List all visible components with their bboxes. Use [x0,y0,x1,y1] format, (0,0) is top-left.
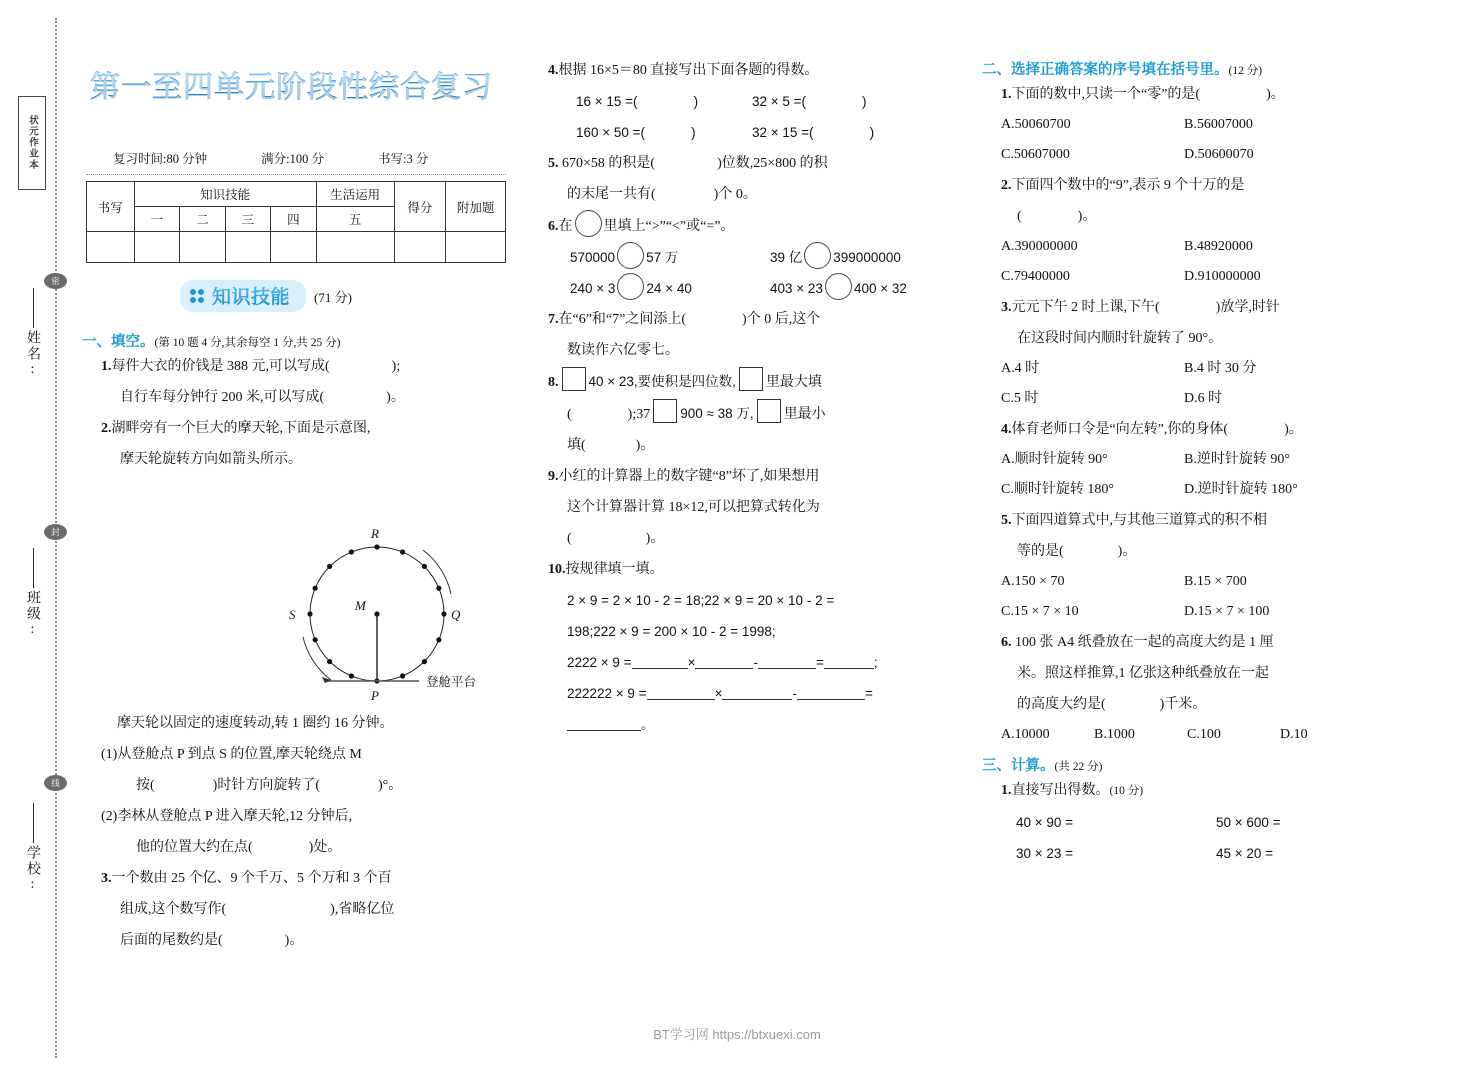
q8-h: )。 [635,438,655,453]
cq5-option-d[interactable]: D.15 × 7 × 100 [1184,604,1270,619]
question-6 [548,210,968,304]
question-3-line-3 [101,925,534,956]
calc1-label-row [982,775,1412,807]
question-2-note [82,708,534,739]
cq1-option-d[interactable]: D.50600070 [1184,147,1254,162]
q5-a: 670×58 的积是( [562,156,656,171]
cq2-stem [982,170,1412,201]
question-10-line-5 [548,678,968,709]
q6-pair-2: 39 亿 399000000 [770,242,946,273]
question-2-line-1 [101,413,534,444]
cq3-text-end: )放学,时针 [1215,300,1280,315]
cq4-text-end: )。 [1284,422,1303,437]
question-9-number: 9. [548,469,559,484]
q10-eq: = [815,655,824,670]
calc1-item-4[interactable]: 45 × 20 = [1216,846,1274,861]
score-group-knowledge: 知识技能 [134,182,316,207]
q9-a: 小红的计算器上的数字键“8”坏了,如果想用 [558,469,820,484]
question-1-text-b: 自行车每分钟行 200 米,可以写成( [120,390,325,405]
question-10-line-4 [548,647,968,678]
cq3-text: 元元下午 2 时上课,下午( [1011,300,1160,315]
question-6-number: 6. [548,219,559,234]
cq4-option-b[interactable]: B.逆时针旋转 90° [1184,452,1290,467]
badge-points: (71 分) [314,289,352,305]
score-sub-4: 四 [271,207,317,232]
question-6-row-2 [548,273,968,304]
score-cell[interactable] [271,232,317,263]
section-1-heading [82,330,534,351]
cq6-option-c[interactable]: C.100 [1187,727,1221,742]
cq2-option-d[interactable]: D.910000000 [1184,269,1261,284]
question-9-line-3 [548,523,968,554]
digit-box-icon[interactable] [757,399,781,423]
score-col-score: 得分 [394,182,446,232]
question-2-sub1-line1: (1)从登舱点 P 到点 S 的位置,摩天轮绕点 M [101,747,362,762]
choice-question-6 [982,627,1412,750]
badge-label: 知识技能 [212,282,290,309]
q8-e: 900 ≈ 38 万, [680,406,754,421]
score-col-shuxie: 书写 [87,182,135,232]
q2-sub1-d: )°。 [378,778,403,793]
compare-circle-icon[interactable] [804,242,831,269]
cq2-text-2-end: )。 [1077,209,1097,224]
question-1-line-2 [101,382,534,413]
q6-lead-a: 在 [558,219,573,234]
q6-pair-1: 570000 57 万 [570,242,770,273]
q10-semi: ; [873,655,878,670]
choice-question-1 [982,79,1412,170]
digit-box-icon[interactable] [562,367,586,391]
clover-icon [190,289,205,303]
question-3-number: 3. [101,871,112,886]
cq6-text-3: 的高度大约是( [1017,697,1106,712]
q6-pair-4: 403 × 23 400 × 32 [770,273,946,304]
answer-blank[interactable] [758,653,816,669]
question-2-sub2-line1: (2)李林从登舱点 P 进入摩天轮,12 分钟后, [101,809,353,824]
score-cell[interactable] [394,232,446,263]
field-name-label: 姓名: [25,330,40,379]
wheel-label-Q: Q [451,607,461,622]
cq3-stem-line2: 在这段时间内顺时针旋转了 90°。 [1017,331,1223,346]
ferris-wheel-diagram [267,522,517,707]
section-2-points: (12 分) [1228,65,1263,77]
score-col-extra: 附加题 [446,182,506,232]
q10-minus-2: - [792,686,797,701]
question-3-line-2 [101,894,534,925]
q6-lead-b: 里填上“>”“<”或“=”。 [603,219,735,234]
cq2-stem-line2 [982,201,1412,232]
question-7 [548,304,968,366]
question-4-text: 根据 16×5＝80 直接写出下面各题的得数。 [558,63,819,78]
question-3-line-1 [101,863,534,894]
question-6-line-1 [548,210,968,242]
question-3-text-c-end: )。 [284,933,304,948]
q10-eq-2: = [864,686,873,701]
question-2 [82,413,534,475]
field-school-label: 学校: [25,845,40,894]
badge-pill [180,280,306,312]
choice-question-2 [982,170,1412,292]
cq1-text: 下面的数中,只读一个“零”的是( [1011,87,1201,102]
question-1 [82,351,534,413]
cq2-number: 2. [1001,178,1012,193]
compare-circle-icon[interactable] [617,242,644,269]
wheel-label-R: R [371,526,379,541]
field-name [22,330,44,379]
q10-mul-2: × [714,686,723,701]
cq5-option-b[interactable]: B.15 × 700 [1184,574,1247,589]
question-10-line-6 [548,709,968,740]
cq6-option-b[interactable]: B.1000 [1094,727,1135,742]
question-2-sub2-line2 [101,832,534,863]
cq2-text: 下面四个数中的“9”,表示 9 个十万的是 [1011,178,1245,193]
cq2-option-b[interactable]: B.48920000 [1184,239,1253,254]
cq4-stem [982,414,1412,445]
knowledge-skills-badge [180,280,352,312]
q10-lead-2: 222222 × 9 = [567,686,647,701]
calc1-row-2 [982,838,1412,869]
cq1-number: 1. [1001,87,1012,102]
score-cell[interactable] [180,232,226,263]
question-1-text-a: 每件大衣的价钱是 388 元,可以写成( [111,359,330,374]
header-dotted-rule [86,174,506,175]
seal-marker-feng: 封 [44,524,67,540]
field-class [22,590,44,639]
digit-box-icon[interactable] [739,367,763,391]
q8-g: 填( [567,438,586,453]
question-4 [548,55,968,148]
calc1-item-1[interactable]: 40 × 90 = [1016,815,1074,830]
answer-blank[interactable] [567,715,641,731]
question-9-line-2: 这个计算器计算 18×12,可以把算式转化为 [567,500,820,515]
cq5-stem-line2 [982,536,1412,567]
seal-marker-mi: 密 [44,273,67,289]
section-2-heading [982,58,1412,79]
cq4-text: 体育老师口令是“向左转”,你的身体( [1011,422,1229,437]
question-2-number: 2. [101,421,112,436]
cq6-stem-line2: 米。照这样推算,1 亿张这种纸叠放在一起 [1017,666,1269,681]
cq2-text-2: ( [1017,209,1022,224]
field-class-label: 班级: [25,590,40,639]
field-school-rule [33,803,34,843]
cq6-option-d[interactable]: D.10 [1280,727,1308,742]
q10-minus: - [753,655,758,670]
cq5-text-2: 等的是( [1017,544,1064,559]
cq6-option-a[interactable]: A.10000 [1001,727,1050,742]
section-3-points: (共 22 分) [1054,761,1103,773]
score-cell[interactable] [446,232,506,263]
question-10-number: 10. [548,562,566,577]
cq4-number: 4. [1001,422,1012,437]
question-1-number: 1. [101,359,112,374]
wheel-label-M: M [355,598,366,613]
section-1-points: (第 10 题 4 分,其余每空 1 分,共 25 分) [154,337,341,349]
meta-writing: 书写:3 分 [377,152,429,166]
cq1-stem [982,79,1412,110]
score-cell[interactable] [225,232,271,263]
q5-d: )个 0。 [713,187,757,202]
q10-a: 按规律填一填。 [565,562,664,577]
q7-a: 在“6”和“7”之间添上( [558,312,687,327]
section-3-title: 三、计算。 [982,758,1055,774]
score-table [86,181,506,263]
cq6-text-3-end: )千米。 [1159,697,1207,712]
meta-full-score: 满分:100 分 [261,152,324,166]
choice-question-4 [982,414,1412,505]
cq5-number: 5. [1001,513,1012,528]
calc1-points: (10 分) [1109,785,1144,797]
brand-label: 状元作业本 [27,115,38,171]
q4-item-3: 160 × 50 =( ) [576,125,696,140]
q2-sub2-c: )处。 [308,840,342,855]
meta-time: 复习时间:80 分钟 [113,152,208,166]
question-7-number: 7. [548,312,559,327]
score-sub-1: 一 [134,207,180,232]
question-7-line-1 [548,304,968,335]
field-class-rule [33,548,34,588]
q2-sub2-b: 他的位置大约在点( [136,840,253,855]
wheel-label-S: S [289,607,296,622]
wheel-label-P: P [371,688,379,703]
cq1-options-row-1 [982,110,1412,140]
cq3-option-d[interactable]: D.6 时 [1184,391,1223,406]
q5-b: )位数,25×800 的积 [717,156,828,171]
question-9 [548,461,968,554]
score-sub-3: 三 [225,207,271,232]
cq5-options-row-2 [982,597,1412,627]
q10-lead-1: 2222 × 9 = [567,655,632,670]
cq3-option-c[interactable]: C.5 时 [1001,391,1039,406]
compare-circle-icon[interactable] [617,273,644,300]
q7-b: )个 0 后,这个 [742,312,821,327]
cq6-stem-line3 [982,689,1412,720]
answer-blank[interactable] [824,653,874,669]
q8-c: ( [567,407,572,422]
q2-sub1-b: 按( [136,778,155,793]
cq1-options-row-2 [982,140,1412,170]
calc1-number: 1. [1001,783,1012,798]
cq3-option-a[interactable]: A.4 时 [1001,361,1040,376]
question-1-text-a-end: ); [391,359,401,374]
calc-question-1 [982,775,1412,869]
cq6-number: 6. [1001,635,1012,650]
cq1-option-c[interactable]: C.50607000 [1001,147,1070,162]
cq1-option-a[interactable]: A.50060700 [1001,117,1071,132]
question-8-line-2 [548,398,968,430]
choice-question-5 [982,505,1412,627]
score-group-life: 生活运用 [316,182,394,207]
question-3-text-c: 后面的尾数约是( [120,933,223,948]
calc1-label: 直接写出得数。 [1011,783,1110,798]
question-2-text-a: 湖畔旁有一个巨大的摩天轮,下面是示意图, [111,421,371,436]
q10-period: 。 [641,717,655,732]
cq1-option-b[interactable]: B.56007000 [1184,117,1253,132]
question-7-line-2: 数读作六亿零七。 [567,343,679,358]
calc1-item-2[interactable]: 50 × 600 = [1216,815,1281,830]
q2-sub1-c: )时针方向旋转了( [212,778,320,793]
exam-meta [113,149,513,167]
section-1-title: 一、填空。 [82,334,155,350]
cq4-options-row-1 [982,445,1412,475]
question-2-sub-1 [82,739,534,801]
field-name-rule [33,288,34,328]
cq5-text: 下面四道算式中,与其他三道算式的积不相 [1011,513,1267,528]
answer-blank[interactable] [632,653,688,669]
q4-item-4: 32 × 15 =( ) [752,125,875,140]
question-3-text-b-end: ),省略亿位 [330,902,395,917]
question-8-line-3 [548,430,968,461]
question-6-row-1 [548,242,968,273]
question-1-text-b-end: )。 [386,390,405,405]
calc1-item-3[interactable]: 30 × 23 = [1016,846,1074,861]
cq2-option-c[interactable]: C.79400000 [1001,269,1070,284]
cq4-option-d[interactable]: D.逆时针旋转 180° [1184,482,1298,497]
question-2-line-3: 摩天轮以固定的速度转动,转 1 圈约 16 分钟。 [117,716,394,731]
left-margin-strip [0,0,76,1077]
q8-d: );37 [627,407,651,422]
cq2-option-a[interactable]: A.390000000 [1001,239,1078,254]
calc1-row-1 [982,807,1412,838]
cq5-option-c[interactable]: C.15 × 7 × 10 [1001,604,1079,619]
cq4-option-a[interactable]: A.顺时针旋转 90° [1001,452,1108,467]
question-3-text-a: 一个数由 25 个亿、9 个千万、5 个万和 3 个百 [111,871,392,886]
q9-d: )。 [645,531,665,546]
q5-c: 的末尾一共有( [567,187,656,202]
cq3-option-b[interactable]: B.4 时 30 分 [1184,361,1257,376]
cq6-text: 100 张 A4 纸叠放在一起的高度大约是 1 厘 [1015,635,1274,650]
compare-circle-icon[interactable] [575,210,602,237]
question-10-line-3: 198;222 × 9 = 200 × 10 - 2 = 1998; [567,624,776,639]
section-2-title: 二、选择正确答案的序号填在括号里。 [982,62,1229,78]
ferris-wheel-svg [267,522,517,707]
question-9-line-1 [548,461,968,492]
question-5-line-2 [548,179,968,210]
cq6-stem [982,627,1412,658]
question-8 [548,366,968,461]
score-cell[interactable] [87,232,135,263]
question-1-line-1 [101,351,534,382]
question-4-row-2 [548,117,968,148]
footer-watermark: BT学习网 https://btxuexi.com [653,1027,821,1042]
page-title: 第一至四单元阶段性综合复习 [90,62,493,106]
cq5-option-a[interactable]: A.150 × 70 [1001,574,1065,589]
score-sub-5: 五 [316,207,394,232]
answer-blank[interactable] [797,684,865,700]
question-3-text-b: 组成,这个数写作( [120,902,227,917]
answer-blank[interactable] [695,653,753,669]
q8-f: 里最小 [783,407,826,422]
cq4-option-c[interactable]: C.顺时针旋转 180° [1001,482,1114,497]
question-4-number: 4. [548,63,559,78]
cq3-options-row-1 [982,354,1412,384]
cq3-number: 3. [1001,300,1012,315]
cq4-options-row-2 [982,475,1412,505]
cq5-stem [982,505,1412,536]
answer-blank[interactable] [647,684,715,700]
question-5 [548,148,968,210]
cq2-options-row-1 [982,232,1412,262]
question-4-line-1 [548,55,968,86]
answer-blank[interactable] [722,684,792,700]
question-10 [548,554,968,740]
cq5-options-row-1 [982,567,1412,597]
section-3-heading [982,754,1412,775]
wheel-platform-label: 登舱平台 [426,675,477,689]
compare-circle-icon[interactable] [825,273,852,300]
cq5-text-2-end: )。 [1117,544,1137,559]
q6-pair-3: 240 × 3 24 × 40 [570,273,770,304]
cq2-options-row-2 [982,262,1412,292]
q4-item-1: 16 × 15 =( ) [576,94,699,109]
brand-box [18,96,46,190]
question-10-line-2: 2 × 9 = 2 × 10 - 2 = 18;22 × 9 = 20 × 10 - 2 = [567,593,835,608]
question-10-line-1 [548,554,968,585]
cq6-options-row [982,720,1412,750]
question-4-row-1 [548,86,968,117]
cq3-stem [982,292,1412,323]
question-5-line-1 [548,148,968,179]
score-sub-2: 二 [180,207,226,232]
cq3-options-row-2 [982,384,1412,414]
q8-a: 40 × 23,要使积是四位数, [588,374,736,389]
choice-question-3 [982,292,1412,414]
question-2-sub-2 [82,801,534,863]
q4-item-2: 32 × 5 =( ) [752,94,867,109]
question-8-line-1 [548,366,968,398]
score-cell[interactable] [134,232,180,263]
q9-c: ( [567,531,572,546]
cq1-text-end: )。 [1266,87,1285,102]
question-2-line-2 [101,444,534,475]
seal-marker-xian: 线 [44,775,67,791]
field-school [22,845,44,894]
question-5-number: 5. [548,156,559,171]
digit-box-icon[interactable] [653,399,677,423]
question-3 [82,863,534,956]
question-2-sub1-line2 [101,770,534,801]
q10-mul: × [687,655,696,670]
question-2-text-b: 摩天轮旋转方向如箭头所示。 [120,452,302,467]
score-cell[interactable] [316,232,394,263]
q8-b: 里最大填 [765,375,822,390]
question-8-number: 8. [548,375,559,390]
